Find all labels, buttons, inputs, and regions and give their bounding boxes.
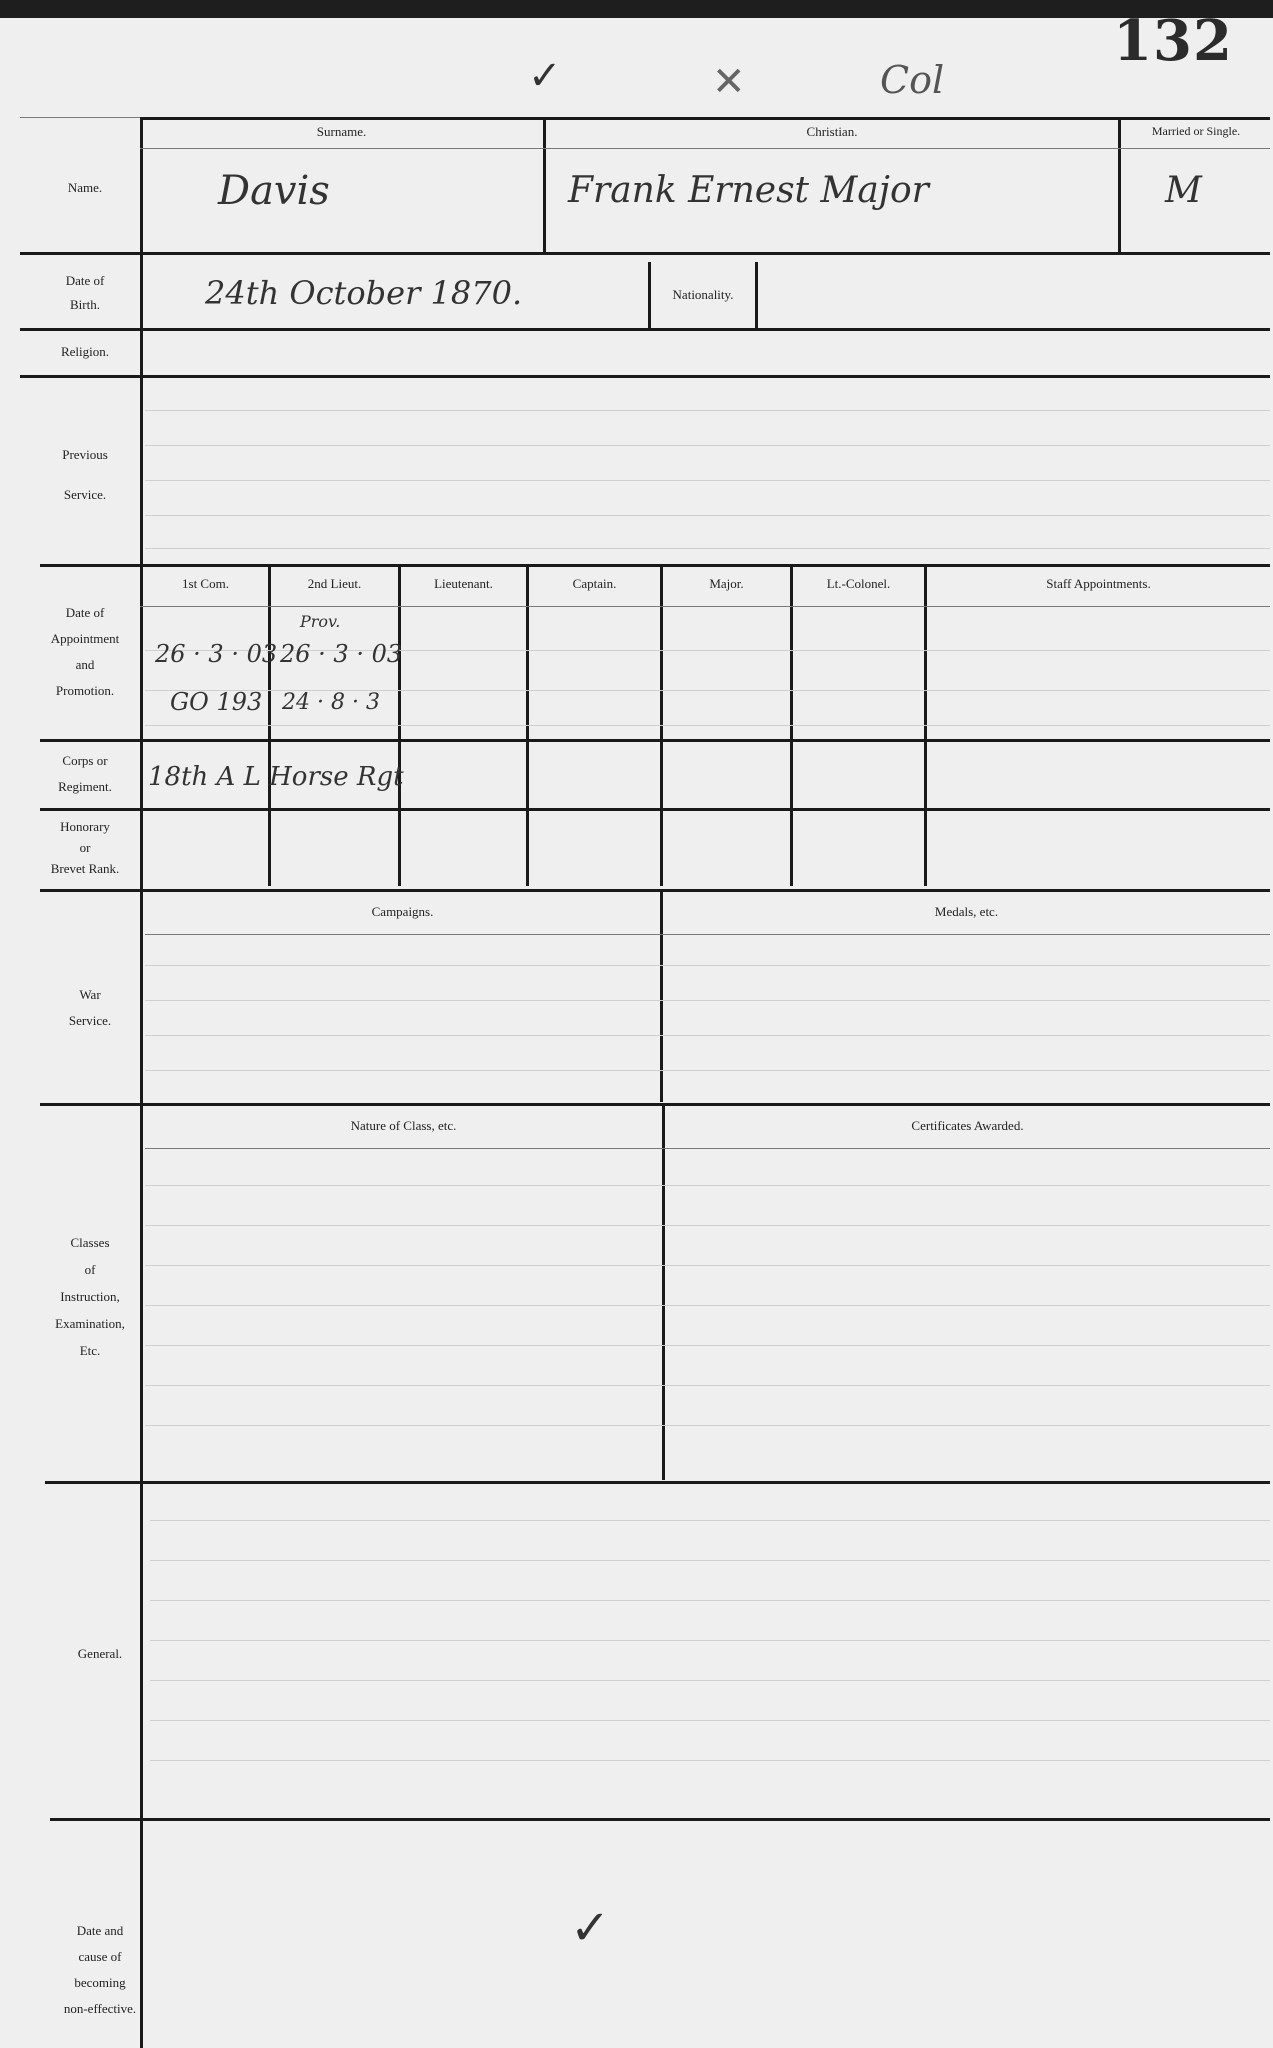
previous-service-label-1: Previous [62, 447, 108, 462]
dob-label-2: Birth. [70, 297, 100, 312]
service-record-sheet [0, 18, 1273, 2048]
christian-header: Christian. [806, 124, 858, 139]
classes-label-4: Examination, [55, 1316, 125, 1331]
tick-mark-top: ✓ [528, 53, 562, 98]
corps-value: 18th A L Horse Rgt [148, 762, 404, 792]
label-column-divider [140, 118, 143, 2048]
page-number: 132 [1113, 8, 1233, 74]
campaigns-header: Campaigns. [371, 904, 434, 919]
married-value: M [1165, 170, 1202, 211]
second-lieut-date-2: 24 · 8 · 3 [282, 690, 380, 715]
non-effective-label-4: non-effective. [63, 2001, 137, 2016]
second-lieut-date-1: 26 · 3 · 03 [280, 640, 403, 668]
non-effective-label-2: cause of [78, 1949, 122, 1964]
rank-divider-4 [660, 566, 663, 886]
corps-label-2: Regiment. [58, 779, 112, 794]
first-com-date-1: 26 · 3 · 03 [155, 640, 278, 668]
war-header-rule [145, 934, 1270, 935]
corps-row-bottom [40, 808, 1270, 811]
top-rule-left [20, 117, 140, 118]
top-rule [140, 117, 1270, 120]
cross-mark-top: ✕ [712, 59, 746, 104]
surname-header: Surname. [316, 124, 367, 139]
general-bottom [50, 1818, 1270, 1821]
scan-edge [0, 0, 1273, 18]
first-com-date-2: GO 193 [170, 688, 263, 716]
non-effective-label-1: Date and [76, 1923, 124, 1938]
second-lieut-note: Prov. [300, 612, 341, 631]
rank-col-lt-colonel: Lt.-Colonel. [826, 576, 891, 591]
corps-label-1: Corps or [62, 753, 108, 768]
honorary-label-2: or [79, 840, 91, 855]
rank-col-captain: Captain. [572, 576, 617, 591]
appointment-label-3: and [75, 657, 95, 672]
rank-header-rule [140, 606, 1270, 607]
war-service-bottom [40, 1103, 1270, 1106]
surname-value: Davis [218, 168, 330, 214]
religion-row-bottom [20, 375, 1270, 378]
christian-value: Frank Ernest Major [568, 170, 929, 211]
classes-divider [662, 1104, 665, 1480]
medals-header: Medals, etc. [934, 904, 999, 919]
classes-label-2: of [84, 1262, 96, 1277]
war-service-label-1: War [79, 987, 101, 1002]
previous-service-bottom [40, 564, 1270, 567]
classes-label-3: Instruction, [60, 1289, 120, 1304]
rank-col-major: Major. [709, 576, 744, 591]
honorary-label-1: Honorary [60, 819, 110, 834]
nature-of-class-header: Nature of Class, etc. [350, 1118, 457, 1133]
rank-col-lieutenant: Lieutenant. [434, 576, 493, 591]
rank-col-2nd-lieut: 2nd Lieut. [307, 576, 362, 591]
appointment-row-bottom [40, 739, 1270, 742]
name-header-rule [140, 148, 1270, 149]
honorary-label-3: Brevet Rank. [50, 861, 120, 876]
nationality-label: Nationality. [672, 287, 734, 302]
classes-bottom [45, 1481, 1270, 1484]
appointment-label-1: Date of [65, 605, 105, 620]
rank-divider-6 [924, 566, 927, 886]
code-mark-top: Col [880, 58, 945, 102]
dob-value: 24th October 1870. [205, 274, 523, 312]
married-header: Married or Single. [1151, 124, 1241, 138]
classes-label-5: Etc. [79, 1343, 101, 1358]
classes-label-1: Classes [70, 1235, 110, 1250]
non-effective-label-3: becoming [74, 1975, 126, 1990]
appointment-label-2: Appointment [50, 631, 120, 646]
honorary-row-bottom [40, 889, 1270, 892]
rank-col-1st-com: 1st Com. [182, 576, 229, 591]
certificates-header: Certificates Awarded. [911, 1118, 1024, 1133]
name-row-bottom [20, 252, 1270, 255]
rank-divider-2 [398, 566, 401, 886]
religion-label: Religion. [60, 344, 110, 359]
dob-row-bottom [20, 328, 1270, 331]
rank-col-staff-appointments: Staff Appointments. [1046, 576, 1151, 591]
appointment-label-4: Promotion. [55, 683, 115, 698]
general-label: General. [77, 1646, 123, 1661]
previous-service-label-2: Service. [63, 487, 107, 502]
rank-divider-1 [268, 566, 271, 886]
nationality-divider-right [755, 262, 758, 328]
war-service-label-2: Service. [68, 1013, 112, 1028]
rank-divider-3 [526, 566, 529, 886]
dob-label-1: Date of [65, 273, 105, 288]
rank-divider-5 [790, 566, 793, 886]
name-label: Name. [67, 180, 103, 195]
classes-header-rule [145, 1148, 1270, 1149]
tick-mark-bottom: ✓ [570, 1902, 611, 1955]
